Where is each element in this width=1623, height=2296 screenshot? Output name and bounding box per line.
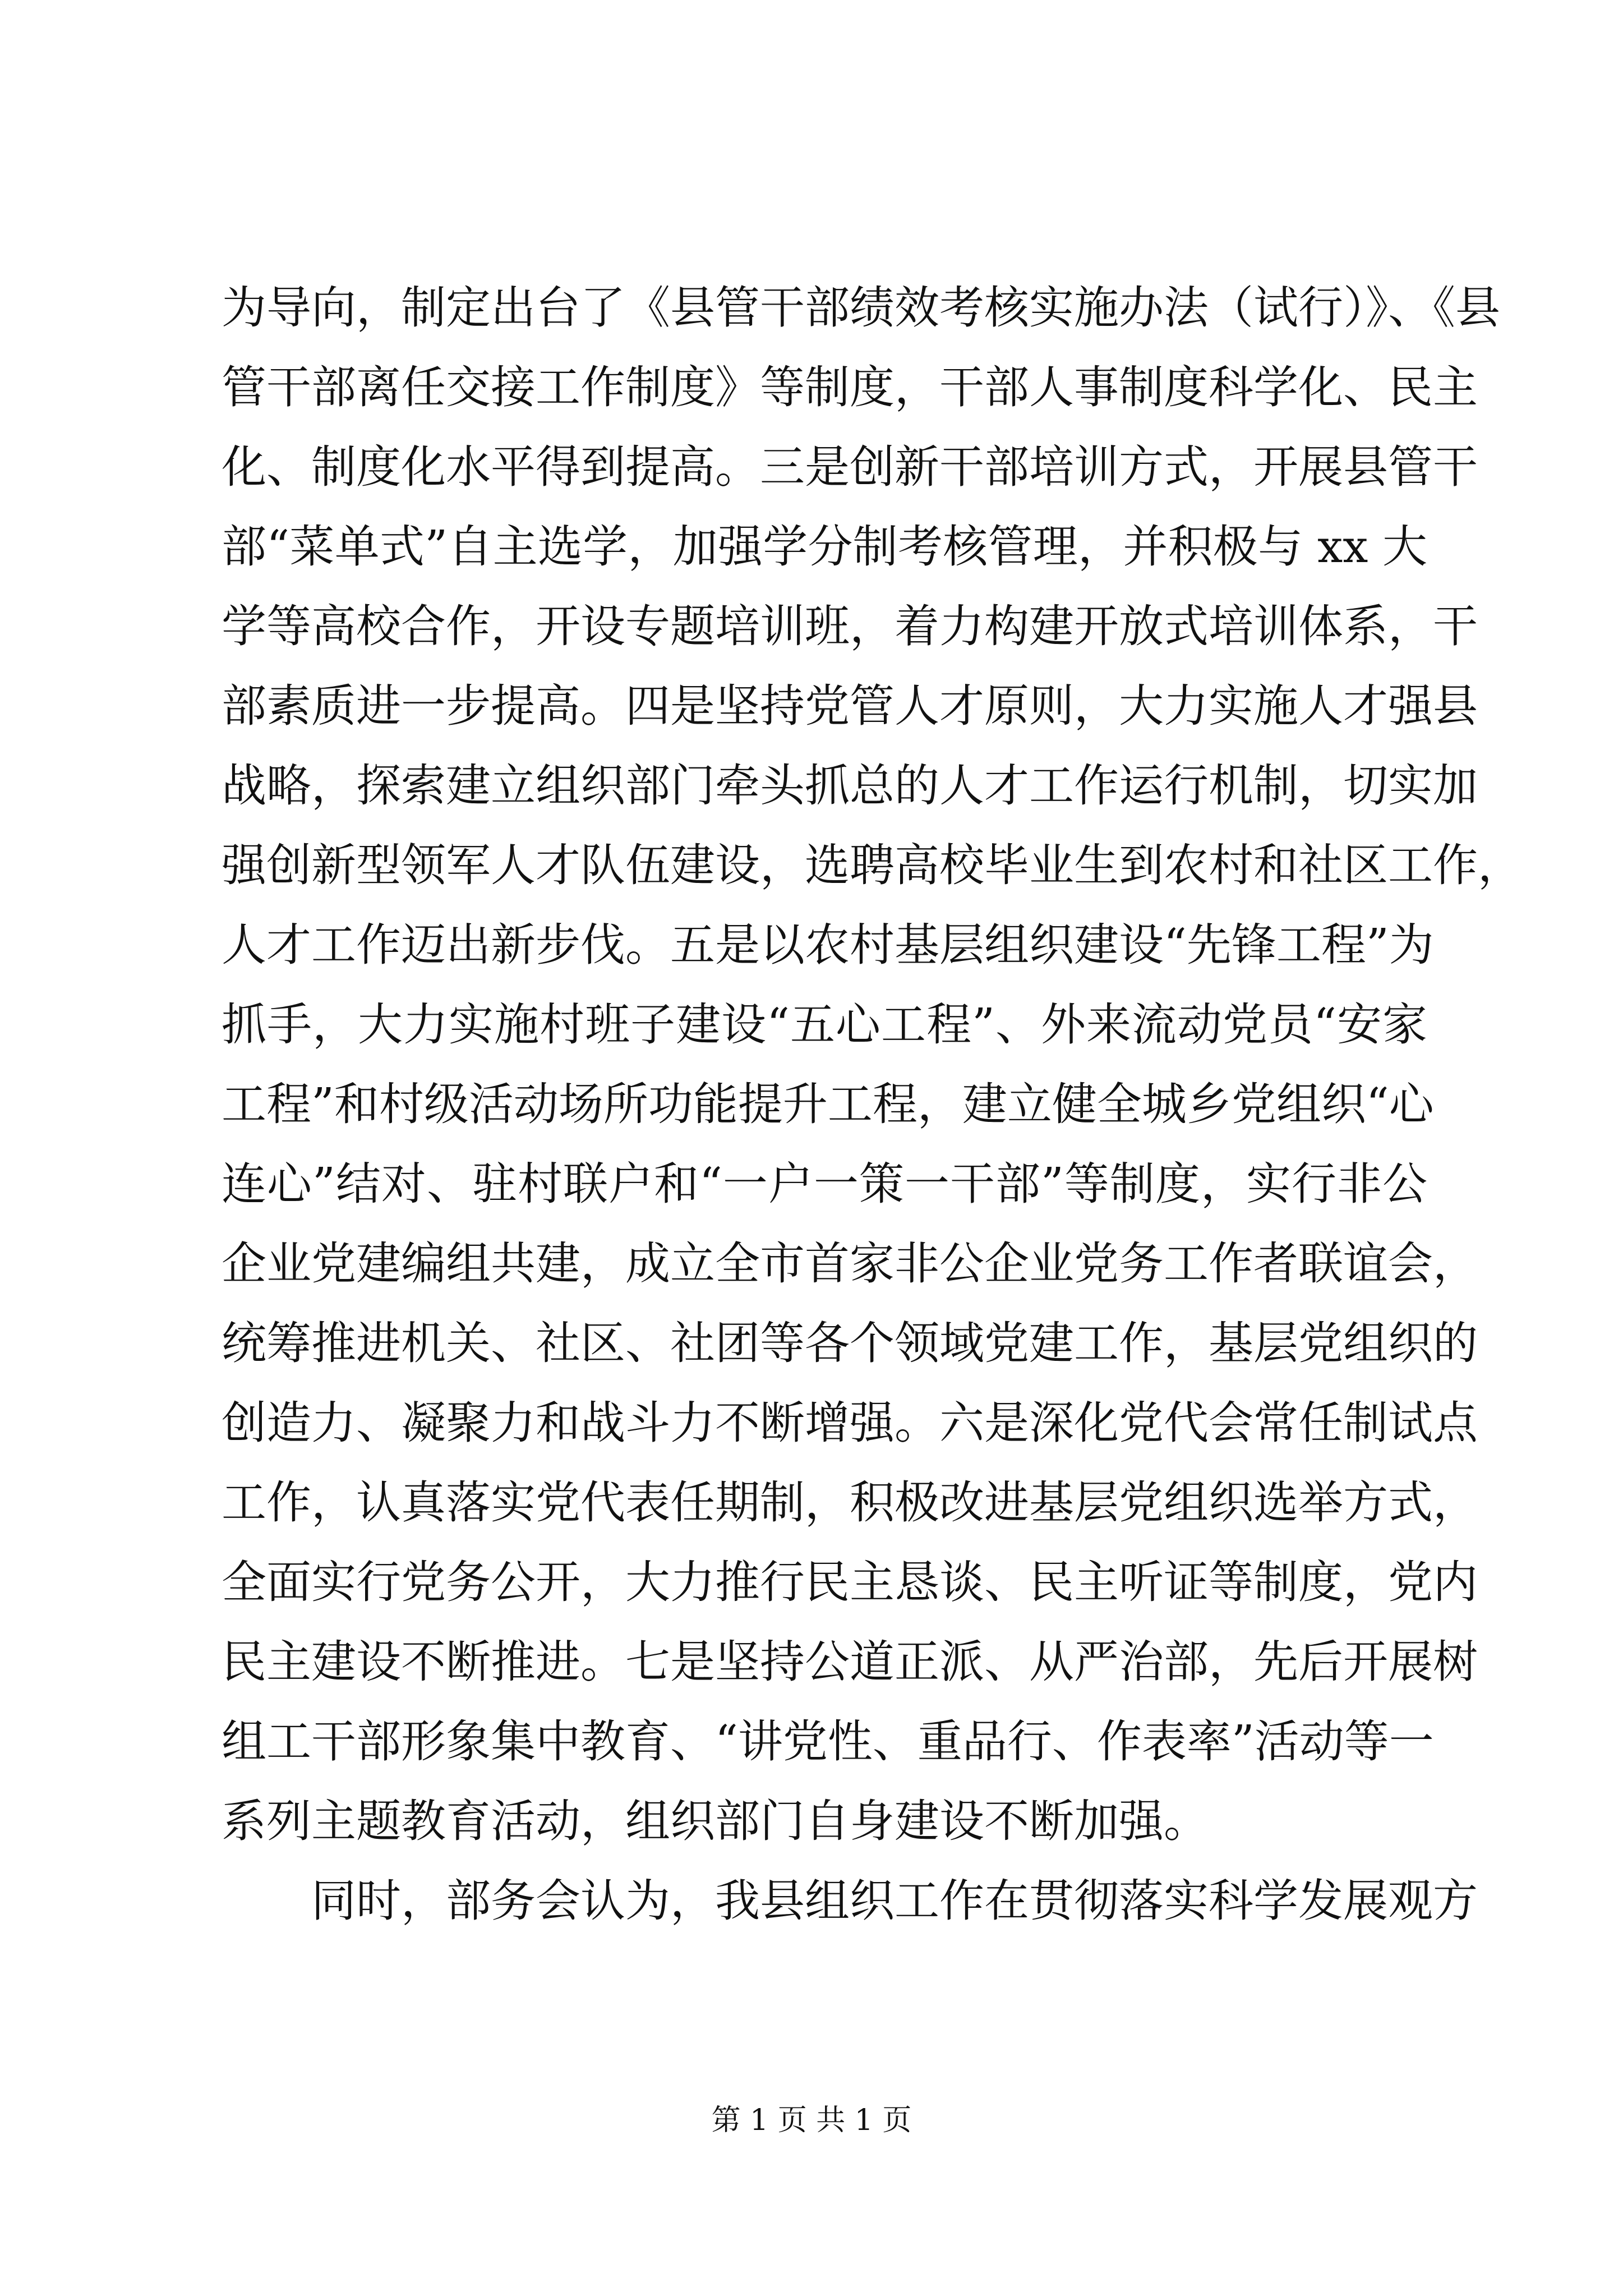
text-line: 抓手，大力实施村班子建设“五心工程”、外来流动党员“安家 <box>222 999 1427 1051</box>
paragraph-end-line: 系列主题教育活动，组织部门自身建设不断加强。 <box>222 1795 1209 1847</box>
text-line: 化、制度化水平得到提高。三是创新干部培训方式，开展县管干 <box>222 441 1478 493</box>
text-line: 强创新型领军人才队伍建设，选聘高校毕业生到农村和社区工作， <box>222 839 1523 891</box>
text-line: 组工干部形象集中教育、“讲党性、重品行、作表率”活动等一 <box>222 1715 1434 1768</box>
text-line: 学等高校合作，开设专题培训班，着力构建开放式培训体系，干 <box>222 600 1478 652</box>
document-body <box>222 268 1523 1941</box>
page-footer: 第 1 页 共 1 页 <box>711 2104 912 2137</box>
text-line: 创造力、凝聚力和战斗力不断增强。六是深化党代会常任制试点 <box>222 1397 1478 1449</box>
text-line: 全面实行党务公开，大力推行民主恳谈、民主听证等制度，党内 <box>222 1556 1478 1608</box>
text-line: 工作，认真落实党代表任期制，积极改进基层党组织选举方式， <box>222 1476 1478 1529</box>
text-line: 部素质进一步提高。四是坚持党管人才原则，大力实施人才强县 <box>222 680 1478 732</box>
text-line: 管干部离任交接工作制度》等制度，干部人事制度科学化、民主 <box>222 361 1478 413</box>
text-line: 统筹推进机关、社区、社团等各个领域党建工作，基层党组织的 <box>222 1317 1478 1369</box>
text-line: 企业党建编组共建，成立全市首家非公企业党务工作者联谊会， <box>222 1237 1478 1290</box>
text-line: 民主建设不断推进。七是坚持公道正派、从严治部，先后开展树 <box>222 1636 1478 1688</box>
text-line: 战略，探索建立组织部门牵头抓总的人才工作运行机制，切实加 <box>222 760 1478 812</box>
text-line: 人才工作迈出新步伐。五是以农村基层组织建设“先锋工程”为 <box>222 919 1434 971</box>
text-line: 工程”和村级活动场所功能提升工程，建立健全城乡党组织“心 <box>222 1078 1434 1130</box>
paragraph-start-line: 同时，部务会认为，我县组织工作在贯彻落实科学发展观方 <box>311 1875 1478 1927</box>
text-line: 连心”结对、驻村联户和“一户一策一干部”等制度，实行非公 <box>222 1158 1427 1210</box>
text-line: 部“菜单式”自主选学，加强学分制考核管理，并积极与 xx 大 <box>222 521 1427 573</box>
text-line: 为导向，制定出台了《县管干部绩效考核实施办法（试行）》、《县 <box>222 282 1500 334</box>
